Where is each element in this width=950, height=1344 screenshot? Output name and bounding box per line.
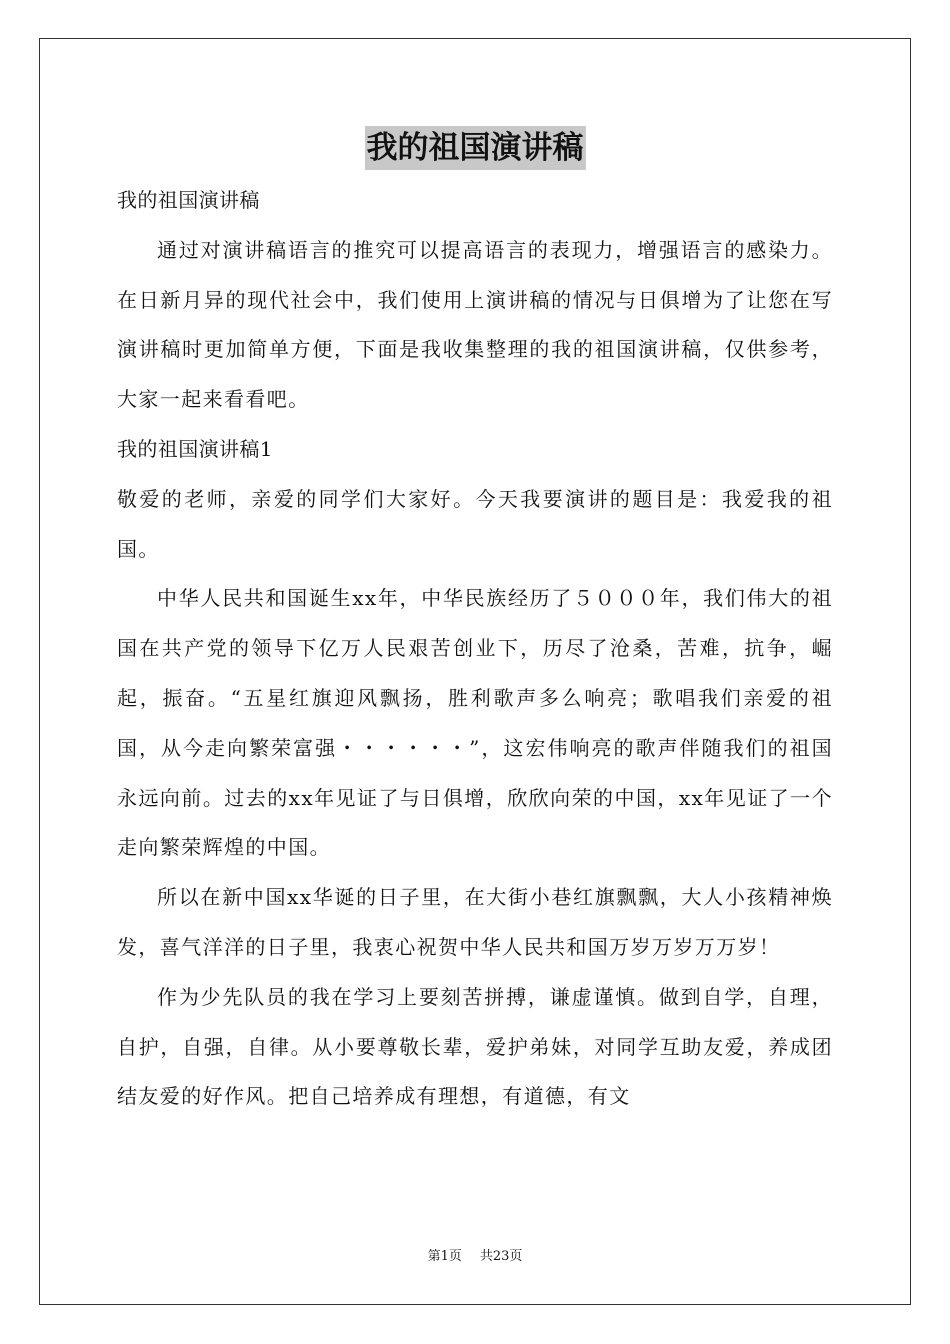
page-number: 第1页 — [427, 1249, 462, 1264]
section-heading: 我的祖国演讲稿1 — [117, 436, 273, 461]
page-footer — [0, 1248, 950, 1266]
title-container — [0, 126, 950, 170]
paragraph: 作为少先队员的我在学习上要刻苦拼搏，谦虚谨慎。做到自学，自理，自护，自强，自律。从小要尊敬长辈，爱护弟妹，对同学互助友爱，养成团结友爱的好作风。把自己培养成有理想，有道德，有文 — [117, 984, 833, 1109]
paragraph: 敬爱的老师，亲爱的同学们大家好。今天我要演讲的题目是：我爱我的祖国。 — [117, 486, 833, 561]
section-heading: 我的祖国演讲稿 — [117, 188, 260, 212]
document-body — [117, 176, 833, 1122]
paragraph: 所以在新中国xx华诞的日子里，在大街小巷红旗飘飘，大人小孩精神焕发，喜气洋洋的日子里，我衷心祝贺中华人民共和国万岁万岁万万岁！ — [117, 885, 833, 959]
document-title: 我的祖国演讲稿 — [365, 126, 586, 170]
paragraph: 通过对演讲稿语言的推究可以提高语言的表现力，增强语言的感染力。在日新月异的现代社会中，我们使用上演讲稿的情况与日俱增为了让您在写演讲稿时更加简单方便，下面是我收集整理的我的祖国演讲稿，仅供参考，大家一起来看看吧。 — [117, 237, 833, 412]
page-total: 共23页 — [479, 1249, 523, 1264]
paragraph: 中华人民共和国诞生xx年，中华民族经历了５０００年，我们伟大的祖国在共产党的领导下亿万人民艰苦创业下，历尽了沧桑，苦难，抗争，崛起，振奋。“五星红旗迎风飘扬，胜利歌声多么响亮；歌唱我们亲爱的祖国，从今走向繁荣富强・・・・・・”，这宏伟响亮的歌声伴随我们的祖国永远向前。过去的xx年见证了与日俱增，欣欣向荣的中国，xx年见证了一个走向繁荣辉煌的中国。 — [117, 586, 833, 860]
